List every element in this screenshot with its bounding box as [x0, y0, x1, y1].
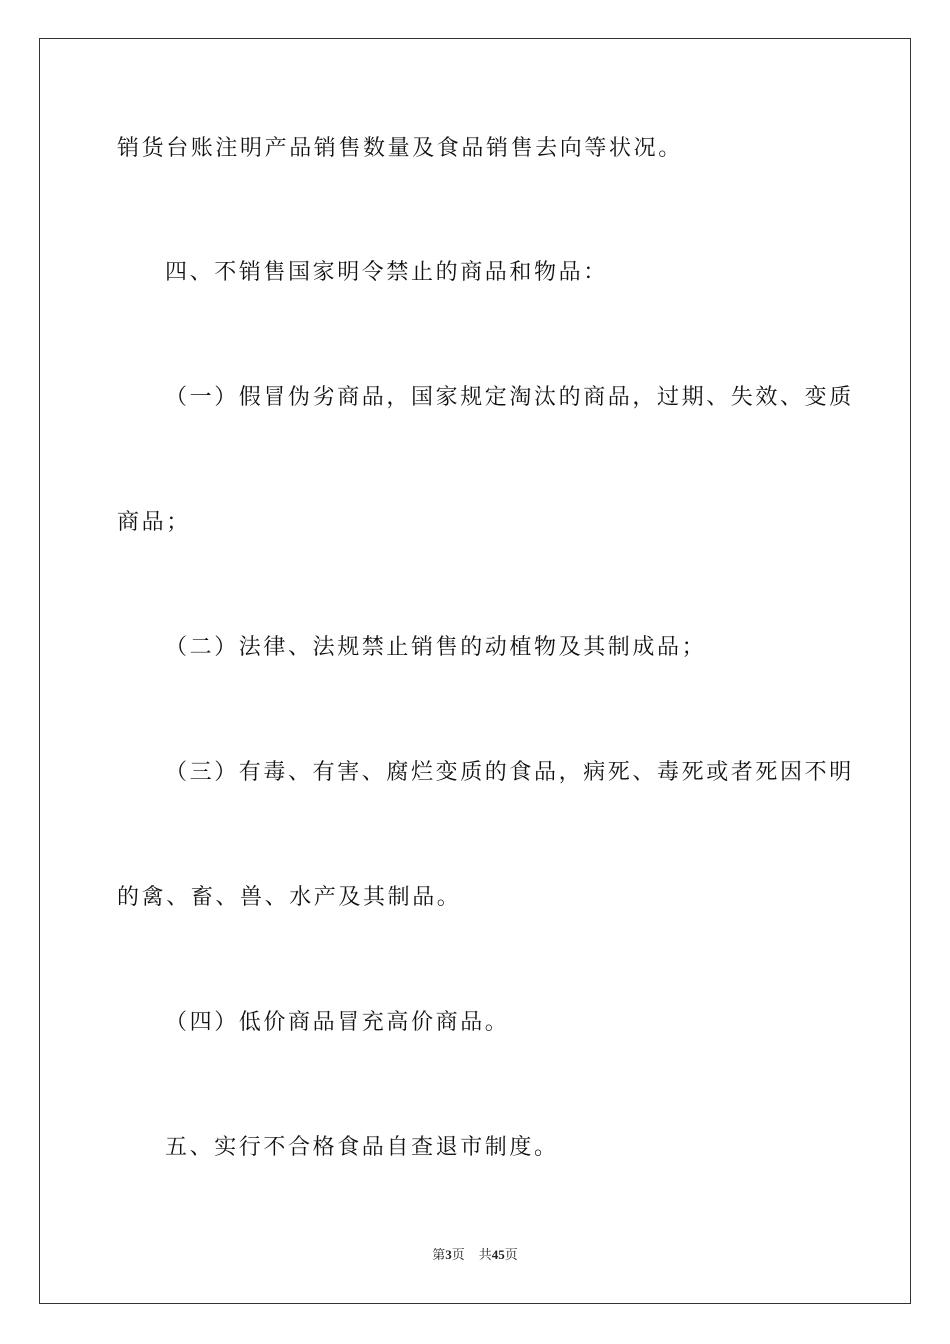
list-item-3-continuation: 的禽、畜、兽、水产及其制品。	[117, 885, 462, 910]
page-footer	[0, 1246, 950, 1264]
footer-total-pages: 45	[491, 1247, 505, 1262]
list-item-4: （四）低价商品冒充高价商品。	[165, 1010, 510, 1035]
footer-page-prefix: 第	[432, 1247, 446, 1262]
footer-page-number: 3	[445, 1247, 452, 1262]
footer-total-suffix: 页	[504, 1247, 518, 1262]
list-item-2: （二）法律、法规禁止销售的动植物及其制成品；	[165, 635, 707, 660]
list-item-3: （三）有毒、有害、腐烂变质的食品，病死、毒死或者死因不明	[165, 760, 854, 785]
page-frame	[39, 38, 911, 1304]
footer-total-prefix: 共	[478, 1247, 492, 1262]
footer-page-suffix: 页	[451, 1247, 465, 1262]
list-item-1: （一）假冒伪劣商品，国家规定淘汰的商品，过期、失效、变质	[165, 385, 854, 410]
body-text-line: 销货台账注明产品销售数量及食品销售去向等状况。	[117, 136, 683, 161]
section-heading-5: 五、实行不合格食品自查退市制度。	[165, 1135, 559, 1160]
list-item-1-continuation: 商品；	[117, 510, 191, 535]
section-heading-4: 四、不销售国家明令禁止的商品和物品：	[165, 260, 608, 285]
